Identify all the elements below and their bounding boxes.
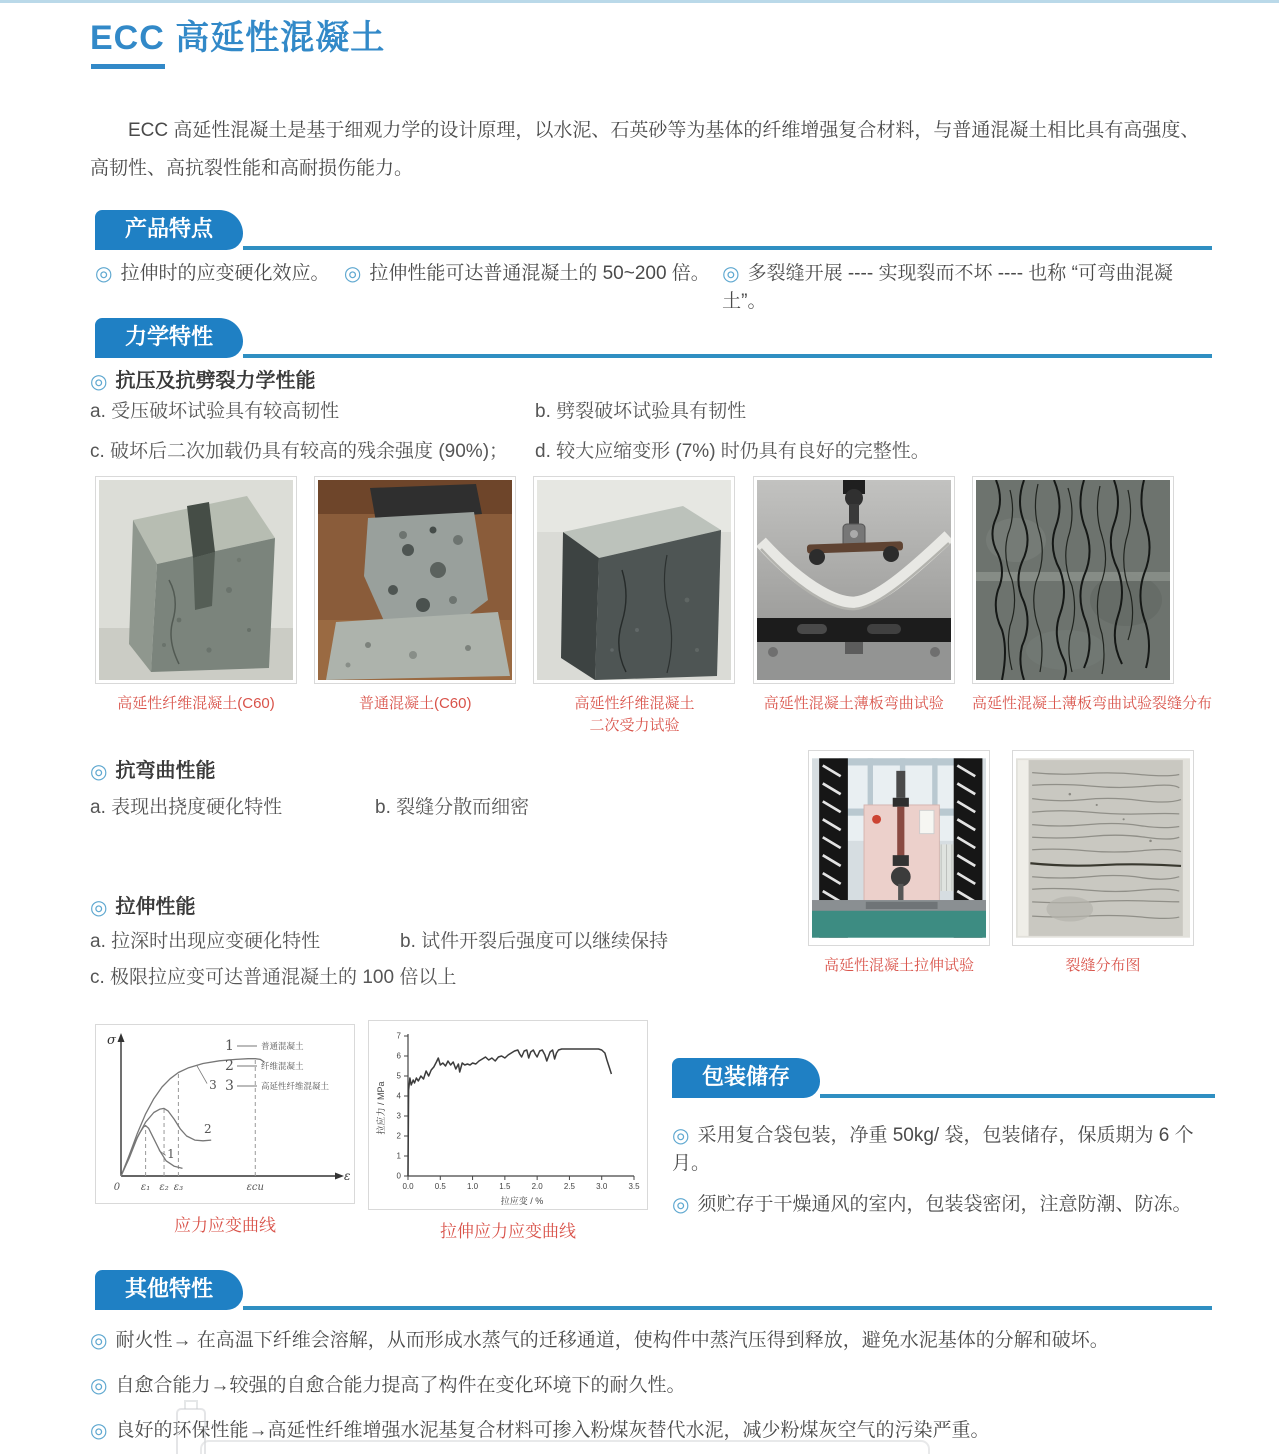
photo-frame: [753, 476, 955, 684]
svg-text:2: 2: [225, 1058, 234, 1074]
photo-bending-test: [753, 476, 955, 737]
svg-text:6: 6: [396, 1051, 401, 1061]
svg-text:4: 4: [396, 1091, 401, 1101]
photo-crack-distribution: [972, 476, 1212, 737]
ring-bullet-icon: ◎: [672, 1125, 690, 1147]
compression-photo-row: [95, 476, 1212, 737]
photo-crack-map: [1012, 750, 1194, 977]
ring-bullet-icon: ◎: [90, 1375, 108, 1397]
thin-plate-bending-photo: [757, 480, 951, 680]
chart-frame: [95, 1024, 355, 1204]
photo-caption: 高延性纤维混凝土 二次受力试验: [574, 695, 695, 734]
svg-text:7: 7: [396, 1031, 401, 1041]
secondary-load-cube-photo: [537, 480, 731, 680]
stress-strain-chart: [99, 1028, 351, 1200]
svg-text:1.5: 1.5: [499, 1182, 511, 1191]
point-b: b. 劈裂破坏试验具有韧性: [535, 401, 747, 422]
sigma-axis-label: σ: [107, 1033, 116, 1048]
next-page-watermark: [200, 1440, 930, 1454]
point-b: b. 试件开裂后强度可以继续保持: [400, 931, 669, 952]
svg-text:2.5: 2.5: [563, 1182, 575, 1191]
ring-bullet-icon: ◎: [343, 263, 362, 285]
chart-caption: 拉伸应力应变曲线: [440, 1222, 576, 1241]
top-accent-line: [0, 0, 1279, 3]
photo-caption: 裂缝分布图: [1065, 957, 1141, 974]
bending-cracks-photo: [976, 480, 1170, 680]
intro-paragraph: ECC 高延性混凝土是基于细观力学的设计原理，以水泥、石英砂等为基体的纤维增强复合材料，与普通混凝土相比具有高强度、高韧性、高抗裂性能和高耐损伤能力。: [90, 120, 1200, 179]
svg-text:1: 1: [167, 1147, 175, 1162]
point-a: a. 表现出挠度硬化特性: [90, 797, 283, 818]
chart-caption: 应力应变曲线: [174, 1216, 276, 1235]
photo-frame: [972, 476, 1174, 684]
other-list: [90, 1326, 1230, 1454]
svg-text:纤维混凝土: 纤维混凝土: [261, 1061, 304, 1071]
mechanical-rule: [243, 354, 1212, 358]
svg-text:拉应变 / %: 拉应变 / %: [500, 1196, 544, 1206]
photo-frame: [808, 750, 990, 946]
point-a: a. 受压破坏试验具有较高韧性: [90, 401, 340, 422]
tensile-points: [90, 926, 750, 953]
ring-bullet-icon: ◎: [90, 371, 108, 393]
svg-text:1: 1: [225, 1038, 234, 1054]
svg-text:1: 1: [396, 1151, 401, 1161]
svg-text:3.5: 3.5: [628, 1182, 640, 1191]
svg-text:0.0: 0.0: [402, 1182, 414, 1191]
chart-frame: [368, 1020, 648, 1210]
ring-bullet-icon: ◎: [95, 263, 113, 285]
tensile-subheading: ◎ 拉伸性能: [90, 896, 196, 919]
photo-frame: [314, 476, 516, 684]
svg-text:2.0: 2.0: [531, 1182, 543, 1191]
section-header-features: [95, 208, 1212, 250]
page-title: ECC 高延性混凝土: [90, 19, 386, 57]
photo-caption: 普通混凝土(C60): [358, 695, 472, 712]
features-list: [95, 258, 1215, 313]
section-header-mechanical: [95, 316, 1212, 358]
photo-caption: 高延性混凝土拉伸试验: [823, 957, 974, 974]
svg-text:拉应力 / MPa: 拉应力 / MPa: [376, 1081, 386, 1135]
feature-item: ◎ 拉伸性能可达普通混凝土的 50~200 倍。: [343, 263, 710, 285]
section-header-other: [95, 1268, 1212, 1310]
photo-caption: 高延性纤维混凝土(C60): [117, 695, 275, 712]
stress-strain-chart-figure: [95, 1024, 355, 1239]
other-rule: [243, 1306, 1212, 1310]
photo-frame: [1012, 750, 1194, 946]
svg-text:0: 0: [113, 1182, 121, 1193]
compression-points: [90, 396, 1100, 463]
packaging-item: ◎ 须贮存于干燥通风的室内，包装袋密闭，注意防潮、防冻。: [672, 1194, 1192, 1216]
svg-text:ε₁: ε₁: [140, 1182, 151, 1193]
point-c: c. 破坏后二次加载仍具有较高的残余强度 (90%)；: [90, 441, 509, 462]
svg-text:3: 3: [225, 1078, 234, 1094]
tensile-curve-figure: [368, 1020, 648, 1245]
point-a: a. 拉深时出现应变硬化特性: [90, 931, 321, 952]
svg-text:1.0: 1.0: [467, 1182, 479, 1191]
photo-frame: [95, 476, 297, 684]
ring-bullet-icon: ◎: [90, 1420, 108, 1442]
ordinary-concrete-photo: [318, 480, 512, 680]
other-item: ◎ 自愈合能力→较强的自愈合能力提高了构件在变化环境下的耐久性。: [90, 1375, 686, 1397]
tensile-photo-row: [808, 750, 1212, 977]
photo-caption: 高延性混凝土薄板弯曲试验: [763, 695, 944, 712]
svg-text:2: 2: [396, 1131, 401, 1141]
packaging-section: [672, 1056, 1215, 1231]
ring-bullet-icon: ◎: [672, 1194, 690, 1216]
mechanical-badge: 力学特性: [95, 318, 243, 358]
feature-item: ◎ 拉伸时的应变硬化效应。: [95, 263, 330, 285]
point-c: c. 极限拉应变可达普通混凝土的 100 倍以上: [90, 967, 457, 988]
svg-text:ε₃: ε₃: [173, 1182, 184, 1193]
photo-ordinary-c60: [314, 476, 516, 737]
svg-text:5: 5: [396, 1071, 401, 1081]
features-badge: 产品特点: [95, 210, 243, 250]
svg-text:3: 3: [209, 1078, 217, 1093]
other-item: ◎ 耐火性→ 在高温下纤维会溶解，从而形成水蒸气的迁移通道，使构件中蒸汽压得到释放，避免水泥基体的分解和破坏。: [90, 1330, 1109, 1352]
photo-caption: 高延性混凝土薄板弯曲试验裂缝分布: [971, 695, 1212, 712]
svg-text:0.5: 0.5: [434, 1182, 446, 1191]
svg-text:高延性纤维混凝土: 高延性纤维混凝土: [261, 1081, 330, 1091]
tensile-test-machine-photo: [812, 754, 986, 942]
photo-tensile-machine: [808, 750, 990, 977]
features-rule: [243, 246, 1212, 250]
title-underline: [91, 64, 165, 69]
epsilon-axis-label: ε: [344, 1169, 351, 1183]
bending-subheading: ◎ 抗弯曲性能: [90, 760, 216, 783]
svg-text:3.0: 3.0: [596, 1182, 608, 1191]
svg-text:普通混凝土: 普通混凝土: [261, 1041, 304, 1051]
point-b: b. 裂缝分散而细密: [375, 797, 530, 818]
compression-subheading: ◎ 抗压及抗劈裂力学性能: [90, 370, 316, 393]
ring-bullet-icon: ◎: [722, 263, 740, 285]
other-item: ◎ 良好的环保性能→高延性纤维增强水泥基复合材料可掺入粉煤灰替代水泥，减少粉煤灰空气的污染严重。: [90, 1420, 990, 1442]
packaging-item: ◎ 采用复合袋包装，净重 50kg/ 袋，包装储存，保质期为 6 个月。: [672, 1125, 1194, 1174]
svg-text:3: 3: [396, 1111, 401, 1121]
tensile-stress-strain-chart: [372, 1024, 650, 1212]
packaging-rule: [820, 1094, 1215, 1098]
photo-secondary-load: [533, 476, 735, 737]
packaging-list: [672, 1120, 1215, 1217]
packaging-badge: 包装储存: [672, 1058, 820, 1098]
photo-ductile-c60: [95, 476, 297, 737]
ductile-cube-photo: [99, 480, 293, 680]
svg-text:εcu: εcu: [246, 1182, 264, 1193]
photo-frame: [533, 476, 735, 684]
ring-bullet-icon: ◎: [90, 897, 108, 919]
ring-bullet-icon: ◎: [90, 761, 108, 783]
bending-points: [90, 792, 730, 819]
svg-text:0: 0: [396, 1171, 401, 1181]
svg-text:ε₂: ε₂: [159, 1182, 169, 1193]
ring-bullet-icon: ◎: [90, 1330, 108, 1352]
crack-distribution-photo: [1016, 754, 1190, 942]
section-header-packaging: [672, 1056, 1215, 1098]
feature-item: ◎ 多裂缝开展 ---- 实现裂而不坏 ---- 也称 “可弯曲混凝土”。: [722, 263, 1173, 312]
svg-text:2: 2: [204, 1122, 212, 1137]
point-d: d. 较大应缩变形 (7%) 时仍具有良好的完整性。: [535, 441, 930, 462]
other-badge: 其他特性: [95, 1270, 243, 1310]
